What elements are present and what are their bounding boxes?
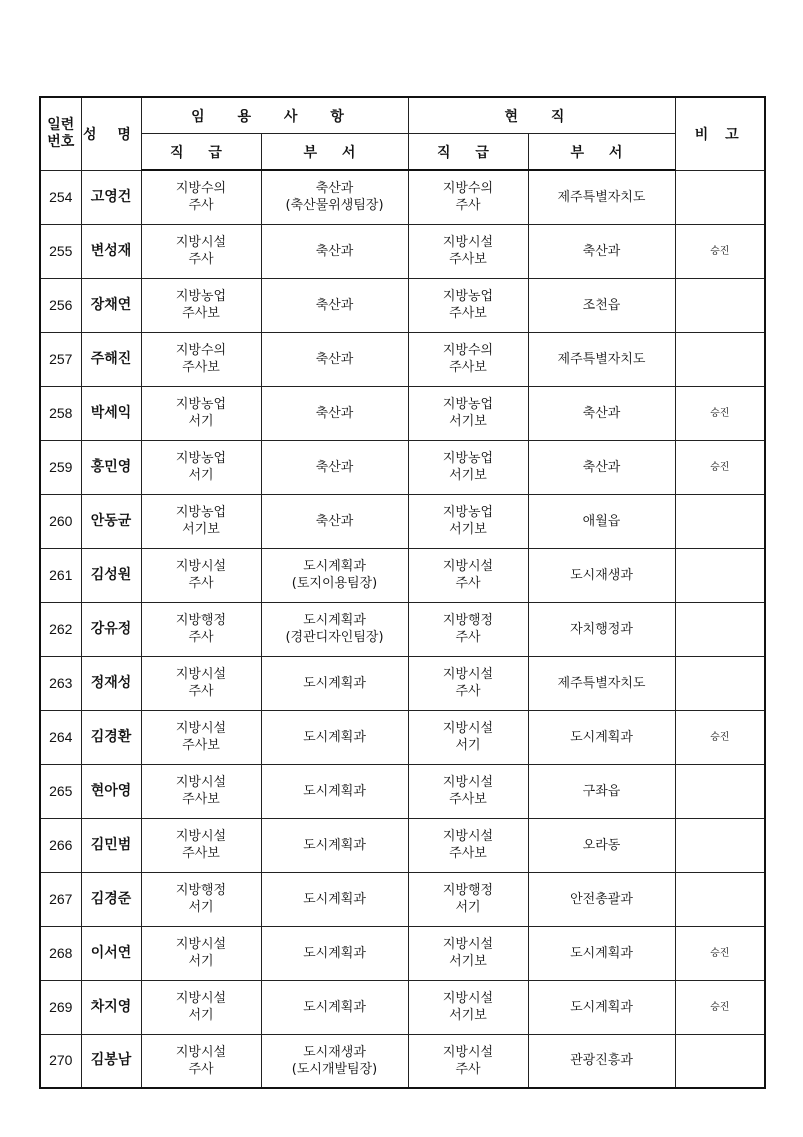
current-department-cell [528, 278, 675, 332]
appointment-rank-cell-line: 지방시설 [175, 559, 227, 574]
remarks-cell: 승진 [675, 224, 765, 278]
current-department-cell-line: 도시계획과 [570, 945, 633, 961]
appointment-department-cell [261, 818, 408, 872]
appointment-rank-cell-line: 주사 [188, 684, 214, 699]
employee-name-cell: 안동균 [81, 494, 141, 548]
current-department-cell [528, 980, 675, 1034]
current-department-cell-line: 오라동 [582, 837, 621, 853]
appointment-department-cell [261, 980, 408, 1034]
current-rank-cell [408, 332, 528, 386]
table-row [40, 548, 765, 602]
current-department-cell-line: 축산과 [582, 459, 621, 475]
appointment-department-cell-line: 도시재생과 [303, 1044, 366, 1060]
current-department-cell-line: 도시재생과 [570, 567, 633, 583]
appointment-department-cell-line: 축산과 [315, 405, 354, 421]
appointment-rank-cell [141, 170, 261, 224]
current-rank-cell [408, 440, 528, 494]
current-rank-cell-line: 주사 [455, 630, 481, 645]
current-rank-cell-line: 지방시설 [442, 235, 494, 250]
appointment-department-cell-line: 축산과 [315, 297, 354, 313]
appointment-rank-cell [141, 494, 261, 548]
current-rank-cell-line: 지방시설 [442, 775, 494, 790]
current-rank-cell-line: 지방시설 [442, 937, 494, 952]
current-department-cell [528, 332, 675, 386]
employee-name-cell: 고영건 [81, 170, 141, 224]
employee-name-cell: 김경준 [81, 872, 141, 926]
remarks-cell: 승진 [675, 926, 765, 980]
appointment-rank-cell [141, 872, 261, 926]
header-appointment-rank: 직 급 [141, 134, 261, 171]
appointment-rank-cell-line: 지방시설 [175, 775, 227, 790]
appointment-department-cell-line: 축산과 [315, 513, 354, 529]
current-rank-cell-line: 지방행정 [442, 613, 494, 628]
serial-number-cell: 255 [40, 224, 81, 278]
current-department-cell [528, 548, 675, 602]
employee-name-cell: 현아영 [81, 764, 141, 818]
appointment-rank-cell-line: 주사보 [182, 306, 220, 321]
current-rank-cell-line: 지방시설 [442, 1044, 494, 1060]
current-rank-cell-line: 주사 [455, 198, 481, 214]
current-rank-cell [408, 602, 528, 656]
current-department-cell-line: 제주특별자치도 [557, 675, 646, 691]
current-rank-cell-line: 주사보 [449, 360, 487, 375]
current-department-cell [528, 602, 675, 656]
table-row [40, 926, 765, 980]
appointment-department-cell [261, 224, 408, 278]
table-row [40, 980, 765, 1034]
current-rank-cell [408, 980, 528, 1034]
appointment-rank-cell [141, 764, 261, 818]
appointment-department-cell [261, 440, 408, 494]
remarks-cell [675, 656, 765, 710]
current-department-cell [528, 926, 675, 980]
employee-name-cell: 이서연 [81, 926, 141, 980]
appointment-rank-cell [141, 818, 261, 872]
current-department-cell [528, 872, 675, 926]
appointment-rank-cell-line: 서기 [188, 954, 214, 969]
current-rank-cell [408, 548, 528, 602]
appointment-rank-cell [141, 332, 261, 386]
appointment-rank-cell-line: 서기 [188, 1008, 214, 1023]
header-remarks: 비 고 [675, 97, 765, 170]
appointment-department-cell [261, 710, 408, 764]
remarks-cell: 승진 [675, 980, 765, 1034]
appointment-rank-cell-line: 주사보 [182, 792, 220, 807]
remarks-cell [675, 872, 765, 926]
current-department-cell-line: 제주특별자치도 [557, 189, 646, 205]
appointment-department-cell-line: (토지이용팀장) [291, 576, 378, 591]
serial-number-cell: 269 [40, 980, 81, 1034]
current-rank-cell [408, 1034, 528, 1088]
current-department-cell [528, 386, 675, 440]
current-department-cell-line: 축산과 [582, 243, 621, 259]
serial-number-cell: 262 [40, 602, 81, 656]
serial-number-cell: 264 [40, 710, 81, 764]
current-rank-cell-line: 지방농업 [442, 397, 494, 412]
current-department-cell [528, 170, 675, 224]
appointment-department-cell [261, 386, 408, 440]
appointment-department-cell-line: (도시개발팀장) [291, 1061, 378, 1077]
current-rank-cell [408, 764, 528, 818]
serial-number-cell: 257 [40, 332, 81, 386]
serial-number-cell: 265 [40, 764, 81, 818]
remarks-cell: 승진 [675, 440, 765, 494]
remarks-cell [675, 278, 765, 332]
appointment-rank-cell-line: 주사 [188, 252, 214, 267]
appointment-rank-cell-line: 지방시설 [175, 1044, 227, 1060]
current-rank-cell [408, 386, 528, 440]
current-rank-cell [408, 224, 528, 278]
appointment-rank-cell [141, 548, 261, 602]
appointment-rank-cell [141, 980, 261, 1034]
current-rank-cell-line: 주사보 [449, 306, 487, 321]
appointment-rank-cell [141, 656, 261, 710]
table-row [40, 224, 765, 278]
serial-number-cell: 256 [40, 278, 81, 332]
current-department-cell-line: 조천읍 [582, 297, 621, 313]
table-row [40, 872, 765, 926]
table-row [40, 656, 765, 710]
current-rank-cell-line: 서기보 [449, 954, 487, 969]
remarks-cell [675, 332, 765, 386]
appointment-rank-cell-line: 지방시설 [175, 721, 227, 736]
appointment-department-cell-line: 도시계획과 [303, 675, 366, 691]
current-department-cell [528, 656, 675, 710]
current-rank-cell-line: 지방시설 [442, 991, 494, 1006]
appointment-department-cell-line: 도시계획과 [303, 783, 366, 799]
remarks-cell: 승진 [675, 386, 765, 440]
appointment-rank-cell [141, 710, 261, 764]
header-name: 성 명 [81, 97, 141, 170]
current-department-cell-line: 축산과 [582, 405, 621, 421]
current-rank-cell [408, 656, 528, 710]
header-appointment-department: 부 서 [261, 134, 408, 171]
appointment-department-cell-line: 축산과 [315, 351, 354, 367]
current-rank-cell-line: 지방시설 [442, 829, 494, 844]
current-rank-cell-line: 지방수의 [442, 181, 494, 197]
current-rank-cell-line: 지방수의 [442, 343, 494, 358]
current-rank-cell-line: 지방농업 [442, 289, 494, 304]
current-rank-cell-line: 지방농업 [442, 451, 494, 466]
appointment-department-cell [261, 332, 408, 386]
appointment-rank-cell-line: 지방시설 [175, 667, 227, 682]
current-rank-cell-line: 서기 [455, 900, 481, 915]
current-department-cell-line: 애월읍 [582, 513, 621, 529]
remarks-cell: 승진 [675, 710, 765, 764]
table-row [40, 710, 765, 764]
current-rank-cell-line: 서기보 [449, 522, 487, 537]
appointment-rank-cell-line: 지방행정 [175, 613, 227, 628]
appointment-rank-cell-line: 서기 [188, 414, 214, 429]
appointment-department-cell-line: 도시계획과 [303, 891, 366, 907]
current-department-cell-line: 제주특별자치도 [557, 351, 646, 367]
appointment-department-cell-line: 축산과 [315, 181, 354, 197]
current-rank-cell-line: 지방농업 [442, 505, 494, 520]
serial-number-cell: 254 [40, 170, 81, 224]
appointment-department-cell-line: 도시계획과 [303, 559, 366, 574]
appointment-department-cell [261, 494, 408, 548]
current-department-cell-line: 도시계획과 [570, 729, 633, 745]
current-department-cell-line: 도시계획과 [570, 999, 633, 1015]
serial-number-cell: 260 [40, 494, 81, 548]
appointment-department-cell [261, 548, 408, 602]
current-rank-cell-line: 주사 [455, 1061, 481, 1077]
current-rank-cell [408, 710, 528, 764]
header-appointment-group: 임 용 사 항 [141, 97, 408, 134]
appointment-department-cell-line: 축산과 [315, 459, 354, 475]
serial-number-cell: 263 [40, 656, 81, 710]
appointment-department-cell-line: 축산과 [315, 243, 354, 259]
current-department-cell [528, 224, 675, 278]
appointment-rank-cell-line: 지방수의 [175, 343, 227, 358]
appointment-rank-cell [141, 602, 261, 656]
employee-name-cell: 박세익 [81, 386, 141, 440]
appointment-rank-cell-line: 주사보 [182, 360, 220, 375]
appointment-rank-cell-line: 지방농업 [175, 451, 227, 466]
appointment-rank-cell-line: 지방농업 [175, 505, 227, 520]
employee-name-cell: 장채연 [81, 278, 141, 332]
current-rank-cell-line: 주사 [455, 684, 481, 699]
header-current-group: 현 직 [408, 97, 675, 134]
remarks-cell [675, 170, 765, 224]
table-row [40, 332, 765, 386]
current-rank-cell [408, 170, 528, 224]
appointment-rank-cell-line: 서기보 [182, 522, 220, 537]
appointment-rank-cell-line: 서기 [188, 468, 214, 483]
table-body [40, 170, 765, 1088]
current-rank-cell-line: 주사보 [449, 846, 487, 861]
appointment-department-cell-line: (경관디자인팀장) [285, 630, 384, 645]
current-rank-cell-line: 서기보 [449, 468, 487, 483]
current-department-cell [528, 710, 675, 764]
current-department-cell-line: 안전총괄과 [570, 891, 633, 907]
remarks-cell [675, 1034, 765, 1088]
header-current-department: 부 서 [528, 134, 675, 171]
current-rank-cell-line: 주사보 [449, 252, 487, 267]
appointment-department-cell [261, 872, 408, 926]
table-row [40, 494, 765, 548]
appointment-rank-cell-line: 지방농업 [175, 289, 227, 304]
appointment-department-cell [261, 1034, 408, 1088]
personnel-appointment-table [39, 96, 766, 1089]
current-rank-cell-line: 지방시설 [442, 559, 494, 574]
current-rank-cell-line: 지방행정 [442, 883, 494, 898]
appointment-rank-cell [141, 1034, 261, 1088]
appointment-department-cell [261, 278, 408, 332]
table-row [40, 1034, 765, 1088]
table-row [40, 818, 765, 872]
remarks-cell [675, 602, 765, 656]
appointment-rank-cell-line: 지방시설 [175, 937, 227, 952]
appointment-rank-cell-line: 지방수의 [175, 181, 227, 197]
employee-name-cell: 주해진 [81, 332, 141, 386]
appointment-rank-cell [141, 224, 261, 278]
appointment-rank-cell [141, 386, 261, 440]
appointment-rank-cell [141, 440, 261, 494]
employee-name-cell: 정재성 [81, 656, 141, 710]
current-department-cell [528, 494, 675, 548]
appointment-department-cell [261, 926, 408, 980]
appointment-department-cell-line: (축산물위생팀장) [285, 198, 384, 214]
serial-number-cell: 266 [40, 818, 81, 872]
appointment-department-cell-line: 도시계획과 [303, 729, 366, 745]
table-header [40, 97, 765, 170]
table-row [40, 386, 765, 440]
employee-name-cell: 차지영 [81, 980, 141, 1034]
appointment-rank-cell-line: 주사 [188, 630, 214, 645]
current-rank-cell [408, 278, 528, 332]
current-rank-cell [408, 818, 528, 872]
current-rank-cell-line: 지방시설 [442, 721, 494, 736]
appointment-department-cell-line: 도시계획과 [303, 837, 366, 853]
appointment-rank-cell-line: 주사보 [182, 846, 220, 861]
appointment-department-cell-line: 도시계획과 [303, 999, 366, 1015]
table-row [40, 602, 765, 656]
table-row [40, 764, 765, 818]
current-department-cell [528, 440, 675, 494]
employee-name-cell: 김봉남 [81, 1034, 141, 1088]
current-department-cell-line: 자치행정과 [570, 621, 633, 637]
remarks-cell [675, 764, 765, 818]
current-rank-cell-line: 서기보 [449, 414, 487, 429]
current-department-cell-line: 구좌읍 [582, 783, 621, 799]
appointment-rank-cell-line: 주사보 [182, 738, 220, 753]
remarks-cell [675, 818, 765, 872]
current-rank-cell-line: 주사보 [449, 792, 487, 807]
employee-name-cell: 홍민영 [81, 440, 141, 494]
appointment-rank-cell-line: 지방농업 [175, 397, 227, 412]
current-rank-cell [408, 494, 528, 548]
current-rank-cell [408, 926, 528, 980]
employee-name-cell: 변성재 [81, 224, 141, 278]
appointment-department-cell-line: 도시계획과 [303, 945, 366, 961]
table-row [40, 170, 765, 224]
appointment-rank-cell-line: 지방시설 [175, 829, 227, 844]
current-rank-cell [408, 872, 528, 926]
current-department-cell [528, 818, 675, 872]
appointment-department-cell [261, 602, 408, 656]
table-row [40, 440, 765, 494]
header-serial-line1: 일련 [47, 116, 75, 133]
employee-name-cell: 김민범 [81, 818, 141, 872]
appointment-department-cell [261, 656, 408, 710]
serial-number-cell: 268 [40, 926, 81, 980]
current-department-cell [528, 1034, 675, 1088]
current-rank-cell-line: 주사 [455, 576, 481, 591]
current-rank-cell-line: 서기보 [449, 1008, 487, 1023]
current-department-cell [528, 764, 675, 818]
serial-number-cell: 259 [40, 440, 81, 494]
employee-name-cell: 김성원 [81, 548, 141, 602]
appointment-rank-cell-line: 주사 [188, 576, 214, 591]
serial-number-cell: 261 [40, 548, 81, 602]
appointment-rank-cell-line: 지방시설 [175, 235, 227, 250]
remarks-cell [675, 494, 765, 548]
appointment-rank-cell [141, 926, 261, 980]
header-serial-number [40, 97, 81, 170]
appointment-department-cell [261, 170, 408, 224]
serial-number-cell: 258 [40, 386, 81, 440]
appointment-rank-cell-line: 서기 [188, 900, 214, 915]
appointment-rank-cell-line: 지방행정 [175, 883, 227, 898]
appointment-rank-cell-line: 주사 [188, 198, 214, 214]
header-current-rank: 직 급 [408, 134, 528, 171]
table-row [40, 278, 765, 332]
appointment-department-cell-line: 도시계획과 [303, 613, 366, 628]
serial-number-cell: 270 [40, 1034, 81, 1088]
appointment-department-cell [261, 764, 408, 818]
serial-number-cell: 267 [40, 872, 81, 926]
current-department-cell-line: 관광진흥과 [570, 1053, 633, 1069]
remarks-cell [675, 548, 765, 602]
appointment-rank-cell-line: 지방시설 [175, 991, 227, 1006]
appointment-rank-cell-line: 주사 [188, 1061, 214, 1077]
employee-name-cell: 강유정 [81, 602, 141, 656]
appointment-rank-cell [141, 278, 261, 332]
employee-name-cell: 김경환 [81, 710, 141, 764]
current-rank-cell-line: 지방시설 [442, 667, 494, 682]
current-rank-cell-line: 서기 [455, 738, 481, 753]
header-serial-line2: 번호 [47, 133, 75, 150]
